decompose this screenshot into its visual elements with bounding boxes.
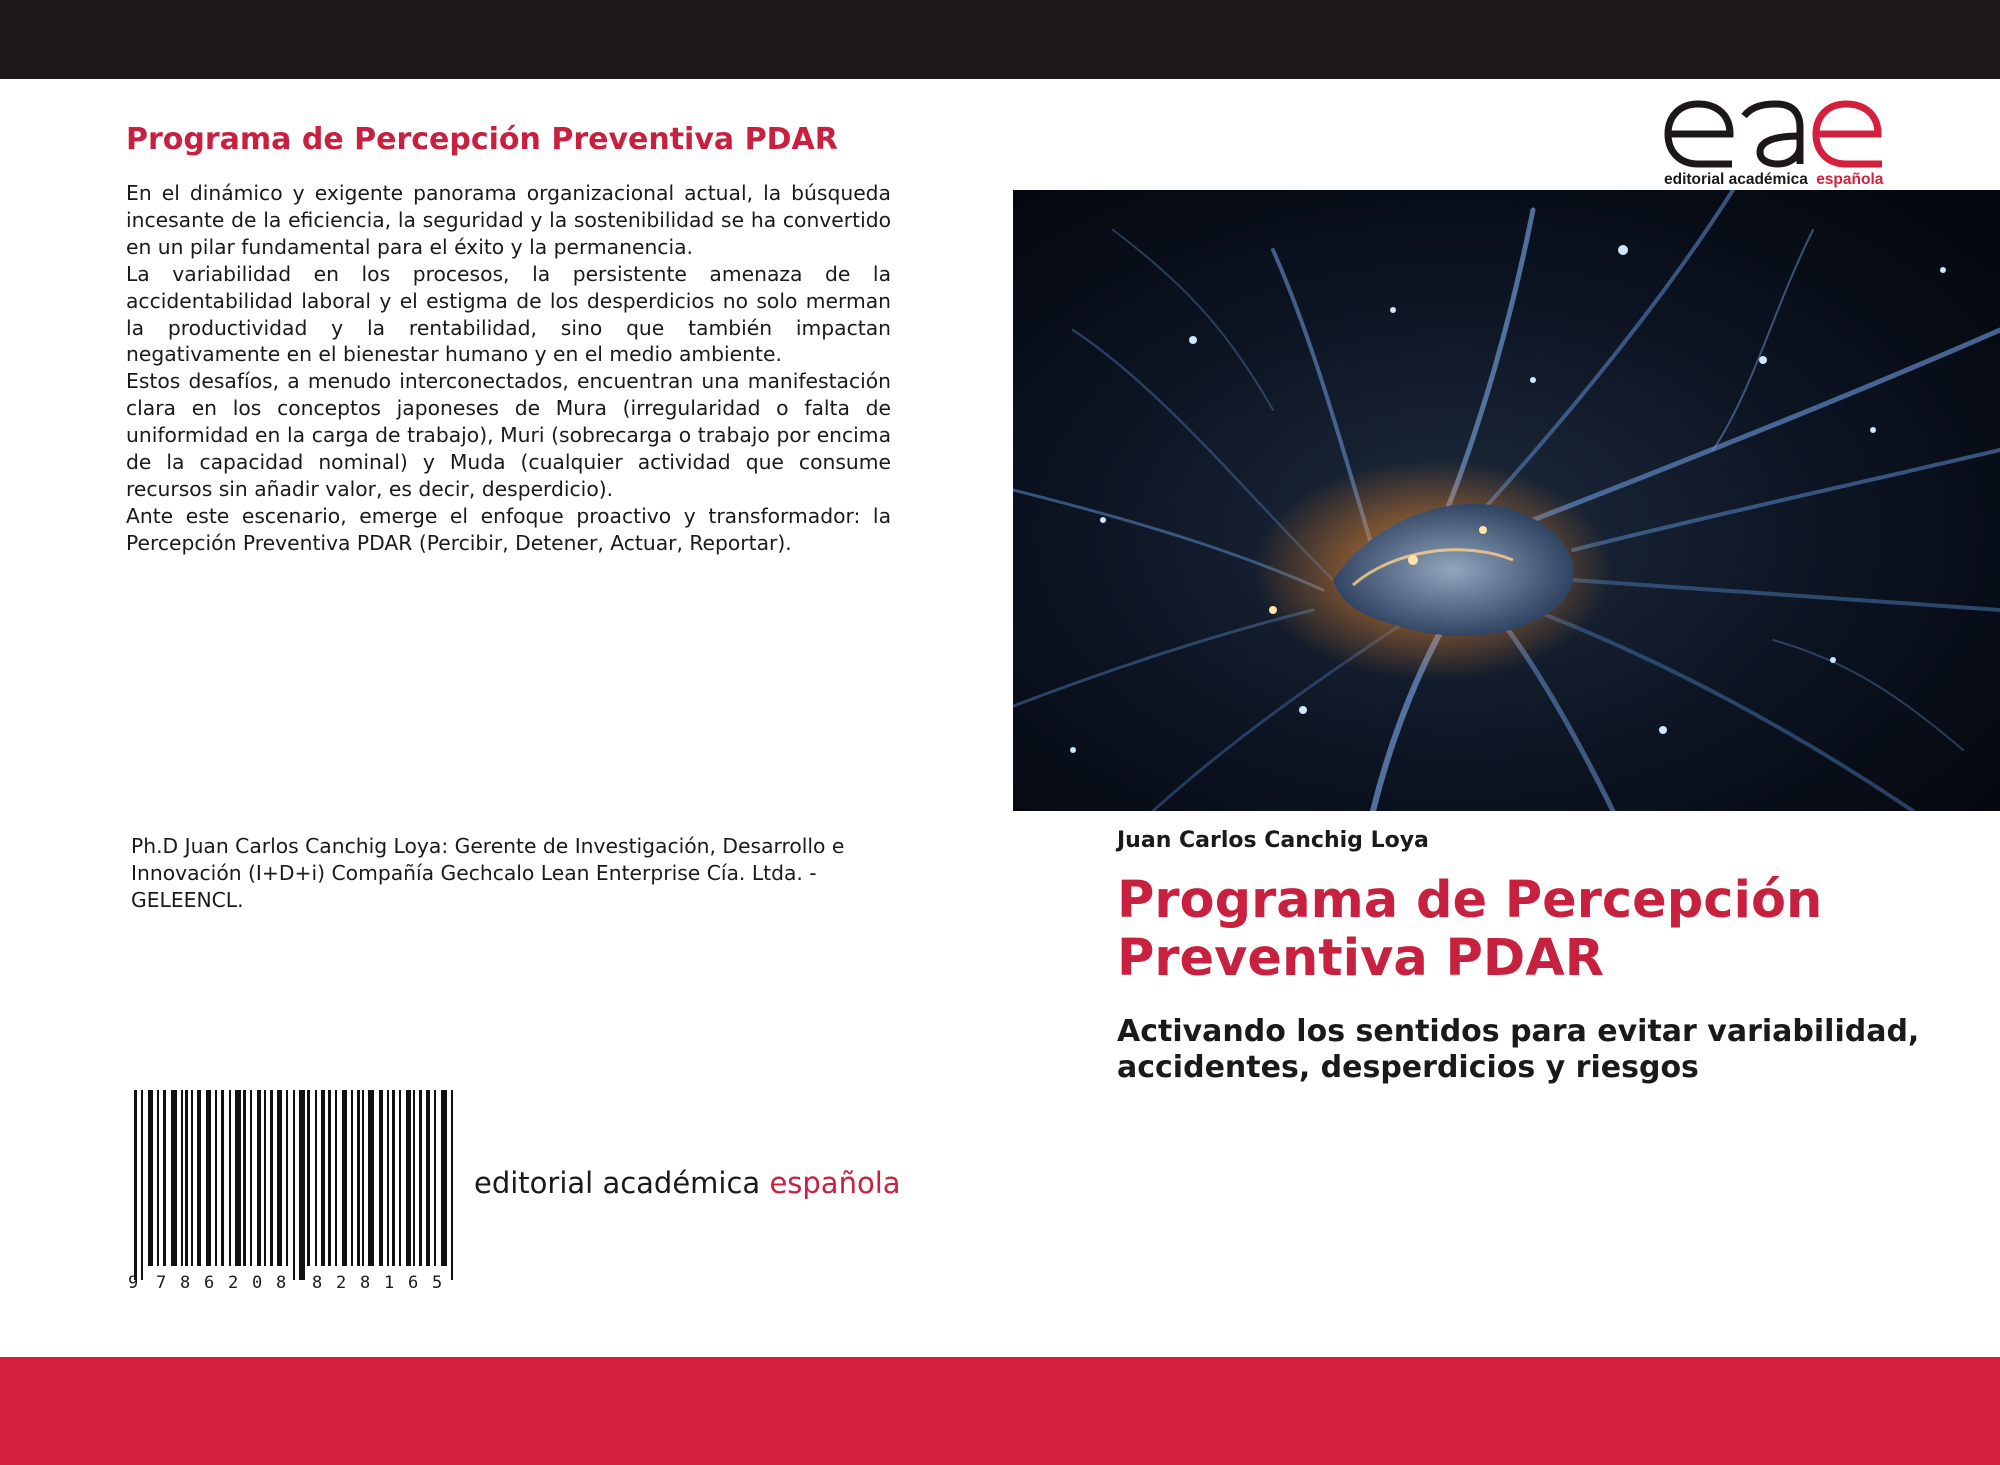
barcode-digit: 6 [408,1273,419,1293]
barcode-bar [134,1090,137,1280]
front-cover-author: Juan Carlos Canchig Loya [1117,828,1429,853]
barcode-bar [335,1090,337,1266]
barcode-bar [181,1090,183,1266]
barcode-bar [141,1090,143,1280]
logo-letter-a [1744,104,1800,164]
barcode-bar [419,1090,422,1266]
back-cover-blurb [126,180,891,557]
barcode-bar [351,1090,353,1266]
barcode-bar [250,1090,252,1266]
barcode-bar [235,1090,241,1266]
publisher-name: editorial académica [474,1166,761,1200]
barcode-bar [197,1090,201,1266]
barcode-bar [434,1090,436,1266]
barcode-bar [257,1090,261,1266]
logo-caption-accent: española [1816,171,1884,188]
barcode-bar [399,1090,401,1266]
barcode-digit: 1 [384,1273,395,1293]
blurb-paragraph: La variabilidad en los procesos, la persistente amenaza de la accidentabilidad laboral y el estigma de los desperdicios no solo merman la productividad y la rentabilidad, sino que también impactan negativamente en el bienestar humano y en el medio ambiente. [126,261,891,367]
barcode-bar [413,1090,415,1266]
barcode-bar [379,1090,383,1266]
barcode-bars [134,1090,453,1280]
publisher-wordmark [474,1166,901,1200]
top-dark-band [0,0,2000,79]
barcode-digit: 9 [128,1273,139,1293]
blurb-paragraph: Estos desafíos, a menudo interconectados, encuentran una manifestación clara en los conceptos japoneses de Mura (irregularidad o falta de uniformidad en la carga de trabajo), Muri (sobrecarga o trabajo por encima de la capacidad nominal) y Muda (cualquier actividad que consume recursos sin añadir valor, es decir, desperdicio). [126,369,891,501]
barcode-bar [387,1090,389,1266]
barcode-bar [357,1090,360,1266]
barcode-bar [215,1090,217,1266]
barcode-digit: 2 [228,1273,239,1293]
barcode-bar [286,1090,288,1266]
barcode-digit: 8 [180,1273,191,1293]
barcode-bar [163,1090,166,1266]
barcode-bar [229,1090,231,1266]
logo-letter-e-accent [1816,104,1882,164]
barcode-bar [328,1090,331,1266]
barcode-bar [191,1090,193,1266]
author-bio: Ph.D Juan Carlos Canchig Loya: Gerente de Investigación, Desarrollo e Innovación (I+D+i) Compañía Gechcalo Lean Enterprise Cía. Ltda. - GELEENCL. [131,834,845,912]
back-cover-title: Programa de Percepción Preventiva PDAR [126,122,838,157]
barcode-bar [315,1090,317,1266]
barcode-bar [362,1090,364,1266]
publisher-logo [1660,96,1890,188]
barcode-bar [264,1090,266,1266]
barcode-bar [307,1090,310,1266]
bottom-accent-band [0,1357,2000,1465]
barcode-bar [406,1090,411,1266]
barcode-bar [277,1090,282,1266]
barcode-bar [171,1090,177,1266]
barcode-digit: 7 [156,1273,167,1293]
barcode-digit: 8 [276,1273,287,1293]
barcode-digit: 8 [360,1273,371,1293]
barcode-bar [451,1090,453,1280]
barcode-digit: 5 [432,1273,443,1293]
publisher-name-accent: española [769,1166,901,1200]
barcode-bar [299,1090,305,1280]
blurb-paragraph: En el dinámico y exigente panorama organizacional actual, la búsqueda incesante de la eficiencia, la seguridad y la sostenibilidad se ha convertido en un pilar fundamental para el éxito y la permanencia. [126,181,891,259]
barcode-bar [293,1090,295,1280]
neuron-network-image [1013,190,2000,811]
barcode-bar [392,1090,395,1266]
barcode-digit: 6 [204,1273,215,1293]
barcode-bar [368,1090,374,1266]
barcode-bar [206,1090,211,1266]
barcode-bar [441,1090,447,1266]
isbn-barcode [128,1090,462,1295]
barcode-bar [426,1090,430,1266]
barcode-digit: 0 [252,1273,263,1293]
barcode-bar [148,1090,153,1266]
barcode-bar [221,1090,224,1266]
barcode-bar [243,1090,246,1266]
barcode-bar [185,1090,188,1266]
front-cover-subtitle: Activando los sentidos para evitar variabilidad, accidentes, desperdicios y riesgos [1117,1014,1920,1085]
barcode-digits [128,1273,442,1293]
barcode-bar [270,1090,273,1266]
logo-caption: editorial académica [1664,171,1808,188]
logo-letter-e [1668,104,1732,164]
front-cover-title: Programa de Percepción Preventiva PDAR [1117,871,1823,988]
blurb-paragraph: Ante este escenario, emerge el enfoque proactivo y transformador: la Percepción Preventiva PDAR (Percibir, Detener, Actuar, Reportar). [126,503,891,555]
barcode-digit: 2 [336,1273,347,1293]
barcode-bar [342,1090,347,1266]
barcode-bar [321,1090,325,1266]
svg-text:editorial académica españo [1664,171,1884,188]
barcode-bar [157,1090,159,1266]
barcode-digit: 8 [312,1273,323,1293]
